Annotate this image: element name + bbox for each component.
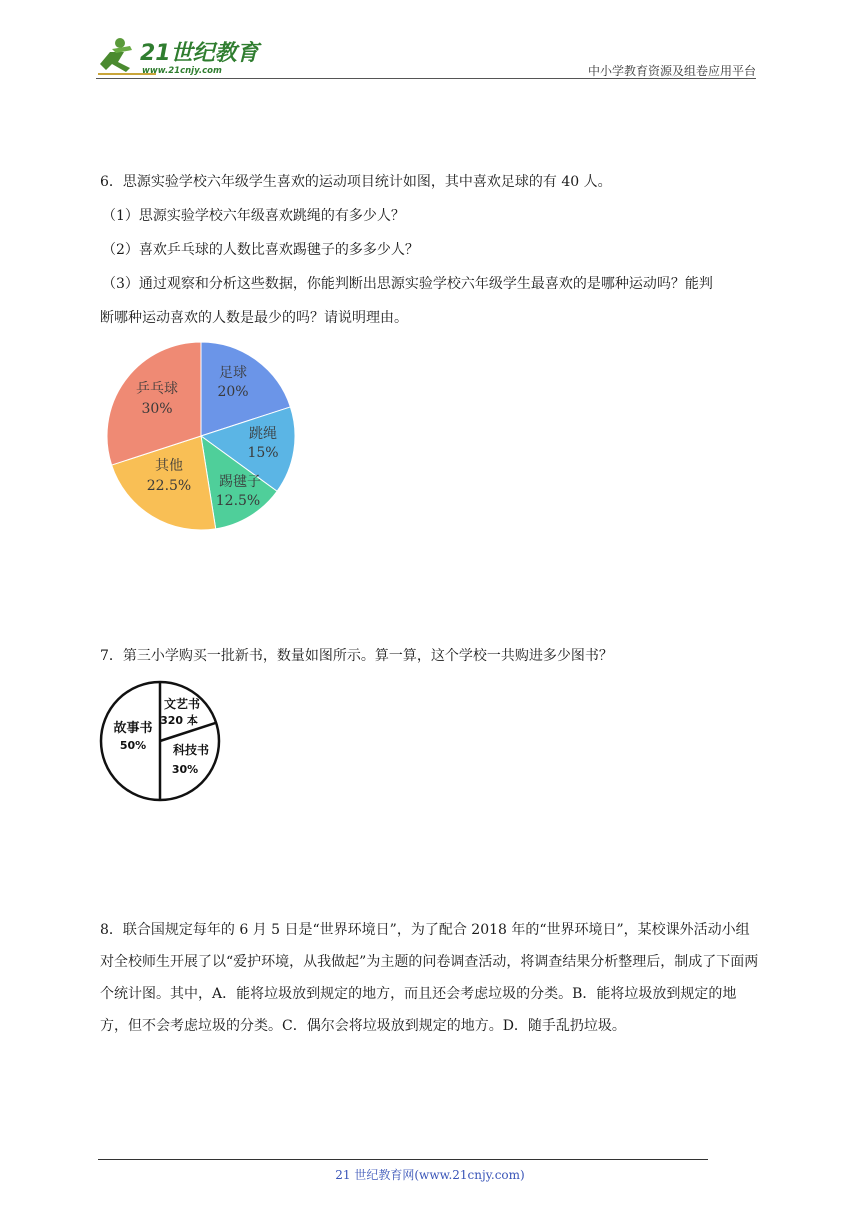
sports-pie-chart [105, 340, 297, 532]
value-pingpong: 30% [141, 401, 173, 417]
q7-stem: 7．第三小学购买一批新书，数量如图所示。算一算，这个学校一共购进多少图书？ [100, 648, 613, 664]
label-football: 足球 [219, 365, 247, 381]
label-shuttlecock: 踢毽子 [219, 474, 261, 490]
q6-sub3-line2: 断哪种运动喜欢的人数是最少的吗？请说明理由。 [100, 310, 408, 326]
value-shuttlecock: 12.5% [215, 493, 261, 509]
q6-sub3-line1: （3）通过观察和分析这些数据，你能判断出思源实验学校六年级学生最喜欢的是哪种运动吗？能判 [102, 276, 713, 292]
q6-stem: 6．思源实验学校六年级学生喜欢的运动项目统计如图，其中喜欢足球的有 40 人。 [100, 174, 612, 190]
site-logo [96, 34, 266, 78]
value-storybooks: 50% [119, 739, 147, 752]
label-scibooks: 科技书 [172, 743, 210, 757]
header-divider [96, 78, 756, 79]
q8-text: 8．联合国规定每年的 6 月 5 日是“世界环境日”，为了配合 2018 年的“世界环境日”，某校课外活动小组对全校师生开展了以“爱护环境，从我做起”为主题的问卷调查活动，将调查结果分析整理后，制成了下面两个统计图。其中，A．能将垃圾放到规定的地方，而且还会考虑垃圾的分类。B．能将垃圾放到规定的地方，但不会考虑垃圾的分类。C．偶尔会将垃圾放到规定的地方。D．随手乱扔垃圾。 [100, 922, 759, 1034]
value-scibooks: 30% [171, 763, 199, 776]
label-storybooks: 故事书 [113, 721, 153, 736]
value-football: 20% [217, 384, 249, 400]
footer-text: 21 世纪教育网(www.21cnjy.com) [335, 1168, 525, 1182]
label-other: 其他 [155, 458, 183, 474]
q6-sub2: （2）喜欢乒乓球的人数比喜欢踢毽子的多多少人？ [102, 242, 419, 258]
books-pie-chart [99, 680, 223, 804]
q6-sub1: （1）思源实验学校六年级喜欢跳绳的有多少人？ [102, 208, 405, 224]
value-artbooks: 320 本 [160, 714, 198, 727]
logo-url: www.21cnjy.com [142, 66, 222, 76]
value-rope: 15% [247, 445, 279, 461]
footer-divider [98, 1159, 708, 1160]
label-pingpong: 乒乓球 [136, 381, 178, 397]
platform-name: 中小学教育资源及组卷应用平台 [587, 64, 756, 78]
label-rope: 跳绳 [249, 426, 277, 442]
value-other: 22.5% [146, 478, 192, 494]
logo-text: 21世纪教育 [140, 41, 259, 66]
label-artbooks: 文艺书 [163, 697, 201, 711]
